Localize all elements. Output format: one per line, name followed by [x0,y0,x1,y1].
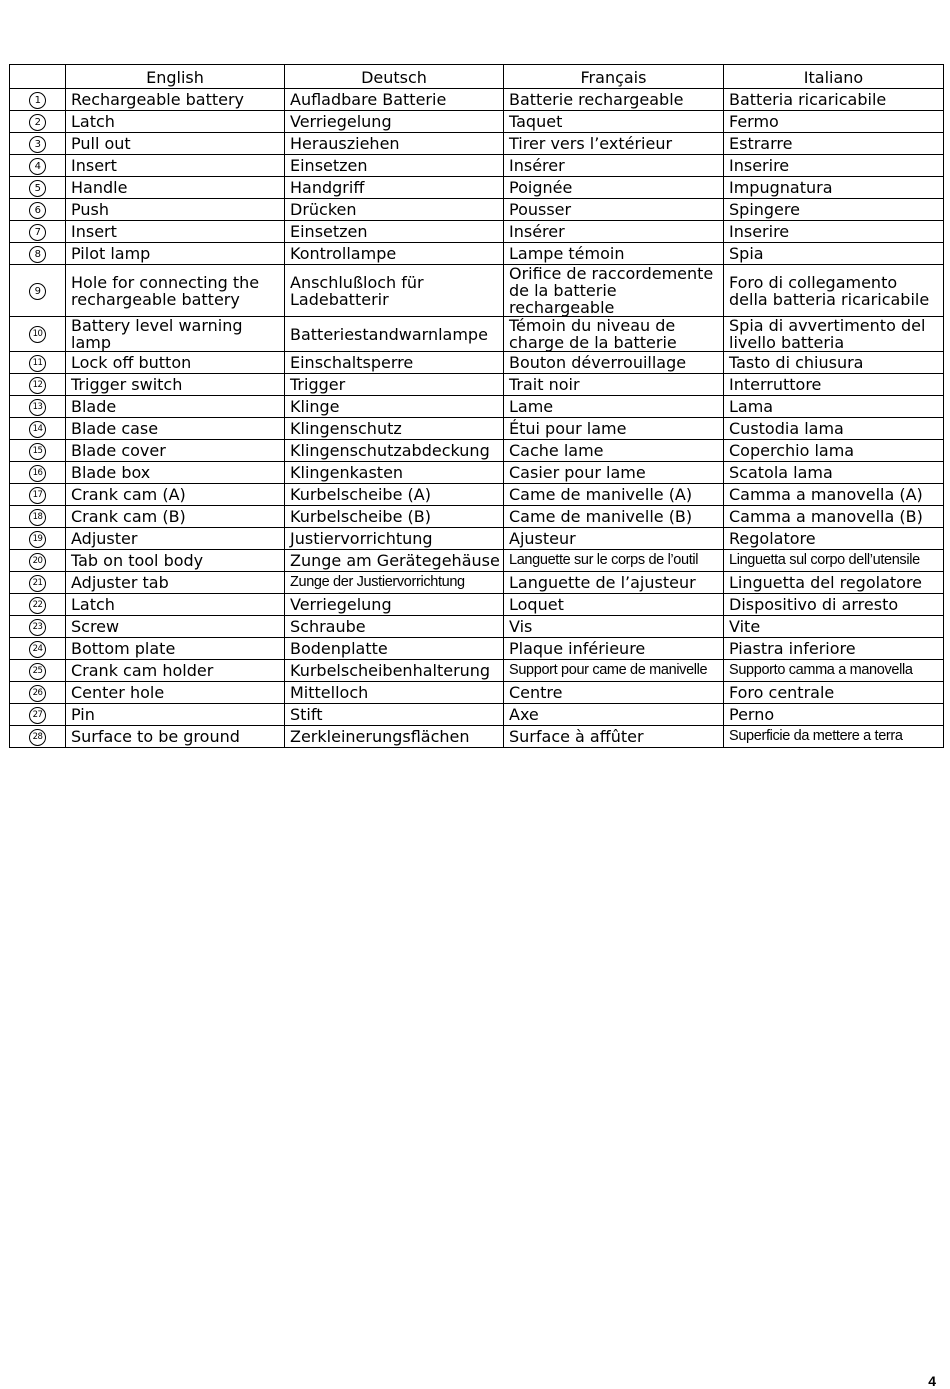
row-number-cell [10,199,66,221]
row-number-cell [10,660,66,682]
cell-fr: Surface à affûter [504,726,724,748]
cell-en: Lock off button [66,352,285,374]
row-number-cell [10,594,66,616]
header-francais: Français [504,65,724,89]
cell-it: Foro centrale [724,682,944,704]
cell-de: Zunge am Gerätegehäuse [285,550,504,572]
cell-fr: Casier pour lame [504,462,724,484]
cell-fr: Étui pour lame [504,418,724,440]
cell-de: Schraube [285,616,504,638]
row-number-cell [10,550,66,572]
header-number [10,65,66,89]
row-number-cell [10,317,66,352]
cell-fr: Taquet [504,111,724,133]
cell-fr: Plaque inférieure [504,638,724,660]
cell-fr: Témoin du niveau de charge de la batterie [504,317,724,352]
table-row [10,155,944,177]
table-row [10,111,944,133]
cell-fr: Poignée [504,177,724,199]
cell-it: Dispositivo di arresto [724,594,944,616]
row-number-cell [10,638,66,660]
cell-it: Piastra inferiore [724,638,944,660]
circled-number: 12 [29,377,46,394]
circled-number: 13 [29,399,46,416]
cell-en: Hole for connecting the rechargeable battery [66,265,285,317]
cell-it: Spia [724,243,944,265]
row-number-cell [10,396,66,418]
cell-fr: Bouton déverrouillage [504,352,724,374]
table-row [10,506,944,528]
row-number-cell [10,704,66,726]
circled-number: 23 [29,619,46,636]
row-number-cell [10,440,66,462]
cell-de: Einsetzen [285,155,504,177]
cell-de: Kurbelscheibe (B) [285,506,504,528]
circled-number: 7 [29,224,46,241]
cell-de: Bodenplatte [285,638,504,660]
cell-en: Pin [66,704,285,726]
header-row [10,65,944,89]
cell-de: Herausziehen [285,133,504,155]
cell-en: Blade [66,396,285,418]
cell-en: Insert [66,155,285,177]
cell-en: Center hole [66,682,285,704]
table-row [10,682,944,704]
table-row [10,374,944,396]
cell-fr: Tirer vers l’extérieur [504,133,724,155]
row-number-cell [10,726,66,748]
cell-de: Klingenkasten [285,462,504,484]
cell-fr: Orifice de raccordemente de la batterie rechargeable [504,265,724,317]
glossary-body [10,89,944,748]
cell-fr: Trait noir [504,374,724,396]
circled-number: 16 [29,465,46,482]
row-number-cell [10,506,66,528]
cell-de: Klingenschutz [285,418,504,440]
circled-number: 26 [29,685,46,702]
cell-de: Stift [285,704,504,726]
cell-fr: Ajusteur [504,528,724,550]
cell-fr: Axe [504,704,724,726]
table-row [10,265,944,317]
cell-it: Vite [724,616,944,638]
table-row [10,484,944,506]
table-row [10,418,944,440]
table-row [10,704,944,726]
circled-number: 22 [29,597,46,614]
table-row [10,550,944,572]
table-row [10,177,944,199]
cell-fr: Came de manivelle (A) [504,484,724,506]
cell-it: Coperchio lama [724,440,944,462]
cell-it: Interruttore [724,374,944,396]
cell-en: Adjuster tab [66,572,285,594]
cell-de: Kurbelscheibe (A) [285,484,504,506]
table-row [10,89,944,111]
row-number-cell [10,133,66,155]
row-number-cell [10,528,66,550]
header-deutsch: Deutsch [285,65,504,89]
circled-number: 18 [29,509,46,526]
cell-it: Camma a manovella (B) [724,506,944,528]
circled-number: 27 [29,707,46,724]
row-number-cell [10,682,66,704]
cell-fr: Pousser [504,199,724,221]
cell-en: Crank cam holder [66,660,285,682]
table-row [10,572,944,594]
circled-number: 28 [29,729,46,746]
cell-de: Anschlußloch für Ladebatterir [285,265,504,317]
cell-fr: Lampe témoin [504,243,724,265]
cell-fr: Support pour came de manivelle [504,660,724,682]
table-row [10,462,944,484]
cell-fr: Loquet [504,594,724,616]
circled-number: 8 [29,246,46,263]
cell-it: Scatola lama [724,462,944,484]
table-row [10,594,944,616]
circled-number: 15 [29,443,46,460]
cell-it: Inserire [724,155,944,177]
cell-de: Verriegelung [285,111,504,133]
circled-number: 2 [29,114,46,131]
cell-de: Zunge der Justiervorrichtung [285,572,504,594]
cell-fr: Insérer [504,155,724,177]
cell-fr: Languette de l’ajusteur [504,572,724,594]
table-row [10,199,944,221]
cell-en: Pull out [66,133,285,155]
table-row [10,440,944,462]
cell-fr: Centre [504,682,724,704]
circled-number: 5 [29,180,46,197]
row-number-cell [10,265,66,317]
row-number-cell [10,572,66,594]
cell-fr: Insérer [504,221,724,243]
cell-it: Lama [724,396,944,418]
cell-fr: Languette sur le corps de l’outil [504,550,724,572]
cell-it: Foro di collegamento della batteria ricaricabile [724,265,944,317]
cell-it: Supporto camma a manovella [724,660,944,682]
table-row [10,638,944,660]
table-row [10,616,944,638]
table-row [10,317,944,352]
circled-number: 4 [29,158,46,175]
cell-it: Camma a manovella (A) [724,484,944,506]
cell-en: Handle [66,177,285,199]
cell-en: Push [66,199,285,221]
cell-en: Adjuster [66,528,285,550]
table-row [10,528,944,550]
cell-fr: Batterie rechargeable [504,89,724,111]
cell-fr: Cache lame [504,440,724,462]
circled-number: 10 [29,326,46,343]
cell-en: Battery level warning lamp [66,317,285,352]
circled-number: 24 [29,641,46,658]
cell-en: Screw [66,616,285,638]
row-number-cell [10,352,66,374]
row-number-cell [10,177,66,199]
circled-number: 21 [29,575,46,592]
cell-de: Batteriestandwarnlampe [285,317,504,352]
cell-en: Blade cover [66,440,285,462]
cell-en: Surface to be ground [66,726,285,748]
cell-it: Estrarre [724,133,944,155]
header-english: English [66,65,285,89]
cell-de: Aufladbare Batterie [285,89,504,111]
cell-de: Mittelloch [285,682,504,704]
cell-en: Insert [66,221,285,243]
circled-number: 19 [29,531,46,548]
cell-en: Crank cam (B) [66,506,285,528]
cell-it: Superficie da mettere a terra [724,726,944,748]
table-row [10,221,944,243]
table-row [10,660,944,682]
circled-number: 25 [29,663,46,680]
cell-de: Handgriff [285,177,504,199]
cell-de: Zerkleinerungsflächen [285,726,504,748]
table-row [10,133,944,155]
table-row [10,352,944,374]
cell-de: Trigger [285,374,504,396]
cell-it: Impugnatura [724,177,944,199]
circled-number: 1 [29,92,46,109]
cell-it: Inserire [724,221,944,243]
row-number-cell [10,462,66,484]
row-number-cell [10,484,66,506]
cell-it: Tasto di chiusura [724,352,944,374]
cell-it: Spingere [724,199,944,221]
cell-it: Linguetta del regolatore [724,572,944,594]
table-row [10,243,944,265]
circled-number: 3 [29,136,46,153]
cell-de: Klingenschutzabdeckung [285,440,504,462]
cell-en: Bottom plate [66,638,285,660]
row-number-cell [10,155,66,177]
cell-it: Perno [724,704,944,726]
cell-it: Linguetta sul corpo dell’utensile [724,550,944,572]
cell-en: Pilot lamp [66,243,285,265]
row-number-cell [10,221,66,243]
cell-en: Rechargeable battery [66,89,285,111]
cell-fr: Came de manivelle (B) [504,506,724,528]
row-number-cell [10,243,66,265]
cell-it: Fermo [724,111,944,133]
cell-de: Justiervorrichtung [285,528,504,550]
row-number-cell [10,418,66,440]
cell-en: Trigger switch [66,374,285,396]
cell-de: Kontrollampe [285,243,504,265]
cell-en: Blade box [66,462,285,484]
cell-de: Verriegelung [285,594,504,616]
table-row [10,396,944,418]
circled-number: 6 [29,202,46,219]
page-number: 4 [928,1373,936,1389]
row-number-cell [10,89,66,111]
cell-en: Latch [66,111,285,133]
circled-number: 20 [29,553,46,570]
cell-it: Batteria ricaricabile [724,89,944,111]
cell-it: Spia di avvertimento del livello batteria [724,317,944,352]
cell-fr: Vis [504,616,724,638]
cell-de: Einsetzen [285,221,504,243]
cell-de: Kurbelscheibenhalterung [285,660,504,682]
cell-en: Tab on tool body [66,550,285,572]
circled-number: 9 [29,283,46,300]
cell-de: Einschaltsperre [285,352,504,374]
cell-it: Custodia lama [724,418,944,440]
cell-de: Klinge [285,396,504,418]
row-number-cell [10,616,66,638]
cell-en: Crank cam (A) [66,484,285,506]
circled-number: 14 [29,421,46,438]
cell-de: Drücken [285,199,504,221]
table-row [10,726,944,748]
row-number-cell [10,111,66,133]
header-italiano: Italiano [724,65,944,89]
circled-number: 17 [29,487,46,504]
row-number-cell [10,374,66,396]
cell-en: Blade case [66,418,285,440]
circled-number: 11 [29,355,46,372]
cell-it: Regolatore [724,528,944,550]
parts-glossary-table [9,64,944,748]
cell-fr: Lame [504,396,724,418]
cell-en: Latch [66,594,285,616]
